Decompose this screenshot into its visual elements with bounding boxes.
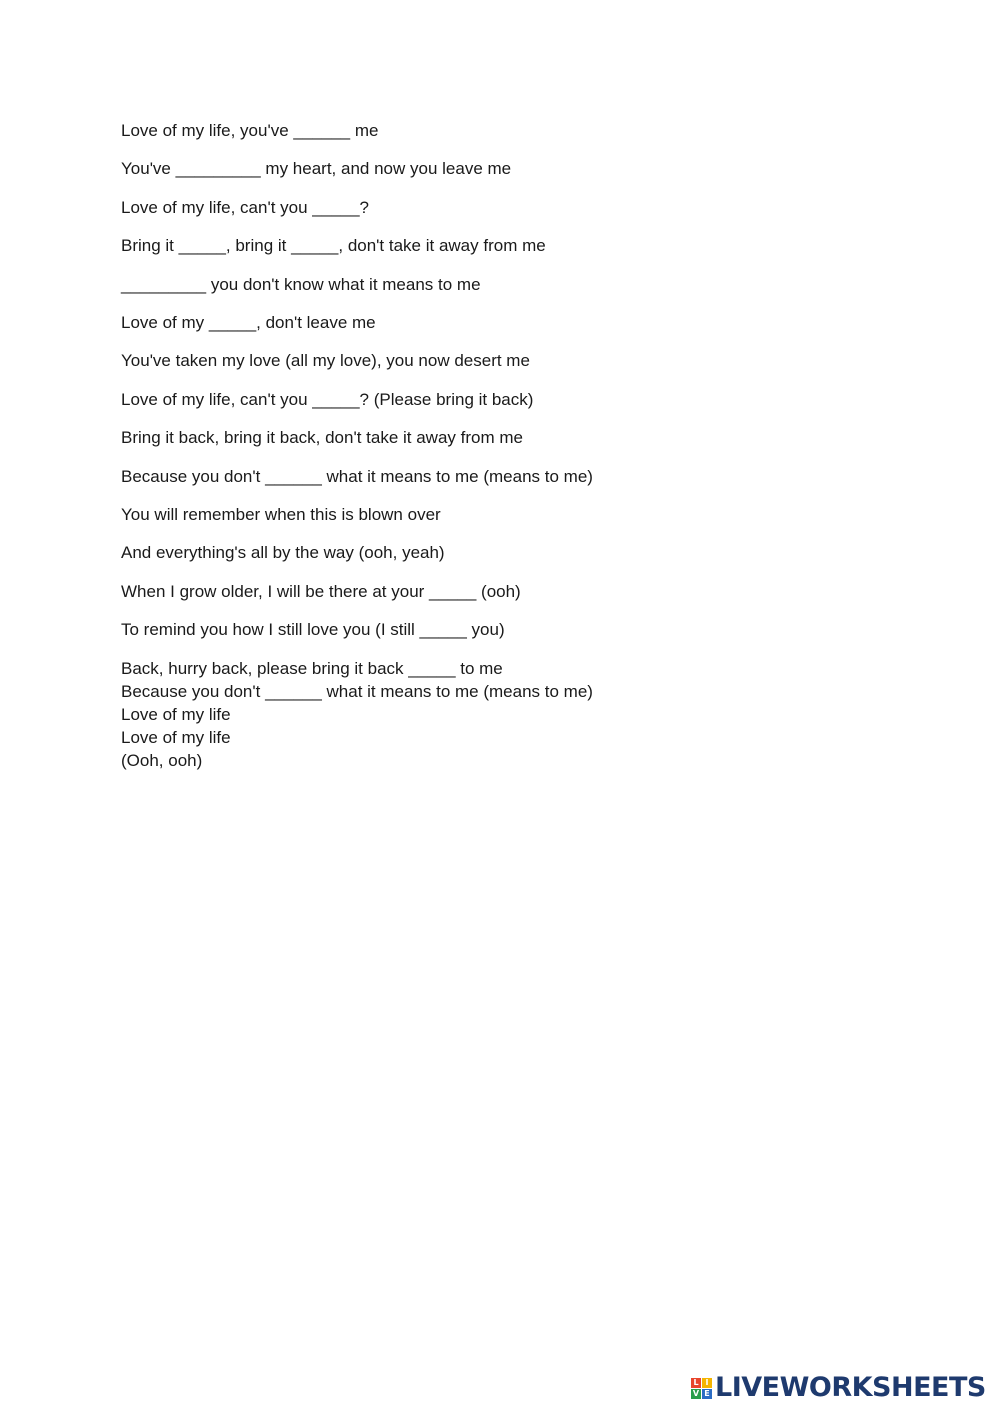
lyric-line: Love of my _____, don't leave me — [121, 312, 376, 332]
lyric-line: You've _________ my heart, and now you leave me — [121, 159, 512, 179]
final-verse — [121, 657, 881, 772]
lyric-line: Love of my life, can't you _____? — [121, 197, 370, 217]
lyric-line: Love of my life, you've ______ me — [121, 121, 379, 140]
lyric-line: Bring it _____, bring it _____, don't take it away from me — [121, 236, 546, 256]
lyric-line: Because you don't ______ what it means to me (means to me) — [121, 466, 593, 486]
liveworksheets-logo — [691, 1374, 986, 1402]
lyric-line: Love of my life, can't you _____? (Please bring it back) — [121, 389, 534, 409]
logo-mark-tile: E — [702, 1389, 712, 1399]
lyric-line: You will remember when this is blown over — [121, 504, 441, 524]
logo-mark-icon — [691, 1378, 712, 1399]
lyric-line: To remind you how I still love you (I still _____ you) — [121, 620, 505, 640]
logo-mark-tile: L — [691, 1378, 701, 1388]
lyric-line: Because you don't ______ what it means to me (means to me) — [121, 682, 593, 702]
lyric-line: _________ you don't know what it means to me — [121, 274, 481, 294]
lyric-line: Love of my life — [121, 705, 231, 725]
logo-text: LIVEWORKSHEETS — [715, 1372, 986, 1403]
lyric-line: And everything's all by the way (ooh, yeah) — [121, 543, 445, 563]
lyric-line: Back, hurry back, please bring it back _____ to me — [121, 659, 503, 679]
lyrics-worksheet — [121, 120, 881, 772]
logo-mark-tile: V — [692, 1388, 700, 1398]
lyric-line: Love of my life — [121, 728, 231, 748]
lyric-line: (Ooh, ooh) — [121, 751, 203, 771]
lyric-line: When I grow older, I will be there at your _____ (ooh) — [121, 581, 521, 601]
lyric-line: Bring it back, bring it back, don't take it away from me — [121, 428, 523, 448]
lyric-line: You've taken my love (all my love), you now desert me — [121, 351, 530, 371]
logo-mark-tile: I — [702, 1378, 712, 1388]
